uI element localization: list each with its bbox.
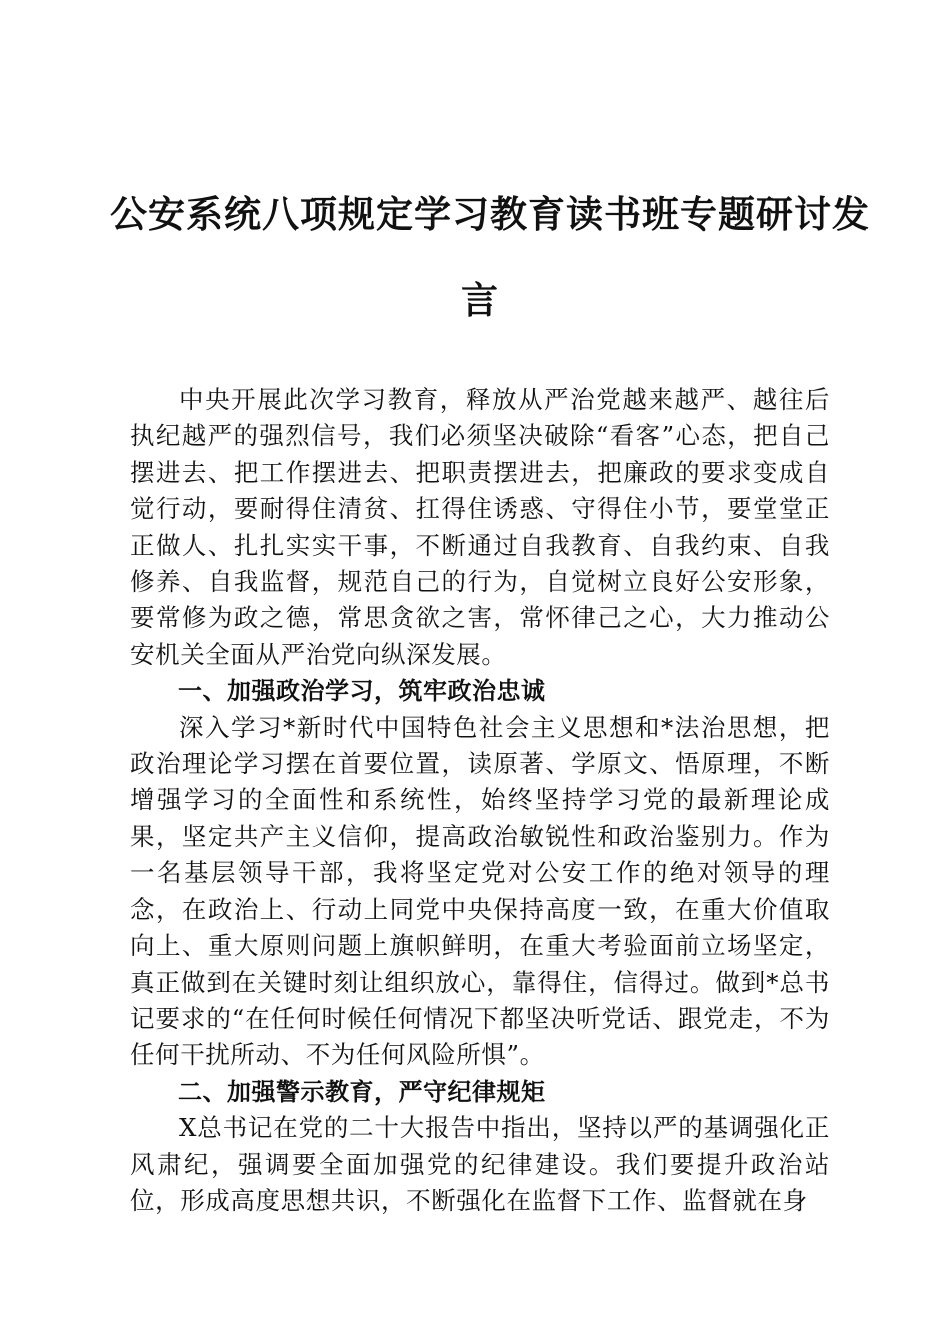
section-1-paragraph: 深入学习*新时代中国特色社会主义思想和*法治思想，把政治理论学习摆在首要位置，读原著、学原文、悟原理，不断增强学习的全面性和系统性，始终坚持学习党的最新理论成果，坚定共产主义信仰，提高政治敏锐性和政治鉴别力。作为一名基层领导干部，我将坚定党对公安工作的绝对领导的理念，在政治上、行动上同党中央保持高度一致，在重大价值取向上、重大原则问题上旗帜鲜明，在重大考验面前立场坚定，真正做到在关键时刻让组织放心，靠得住，信得过。做到*总书记要求的“在任何时候任何情况下都坚决听党话、跟党走，不为任何干扰所动、不为任何风险所惧”。 — [130, 712, 830, 1070]
section-2-heading: 二、加强警示教育，严守纪律规矩 — [178, 1077, 546, 1106]
section-1-heading: 一、加强政治学习，筑牢政治忠诚 — [178, 677, 546, 706]
document-title — [110, 186, 870, 328]
document-body — [130, 382, 830, 1219]
section-2-paragraph: X总书记在党的二十大报告中指出，坚持以严的基调强化正风肃纪，强调要全面加强党的纪律建设。我们要提升政治站位，形成高度思想共识，不断强化在监督下工作、监督就在身 — [130, 1113, 830, 1215]
intro-paragraph: 中央开展此次学习教育，释放从严治党越来越严、越往后执纪越严的强烈信号，我们必须坚决破除“看客”心态，把自己摆进去、把工作摆进去、把职责摆进去，把廉政的要求变成自觉行动，要耐得住清贫、扛得住诱惑、守得住小节，要堂堂正正做人、扎扎实实干事，不断通过自我教育、自我约束、自我修养、自我监督，规范自己的行为，自觉树立良好公安形象，要常修为政之德，常思贪欲之害，常怀律己之心，大力推动公安机关全面从严治党向纵深发展。 — [130, 385, 830, 669]
title-line-1: 公安系统八项规定学习教育读书班专题研讨发 — [110, 192, 870, 236]
title-line-2: 言 — [461, 278, 499, 322]
